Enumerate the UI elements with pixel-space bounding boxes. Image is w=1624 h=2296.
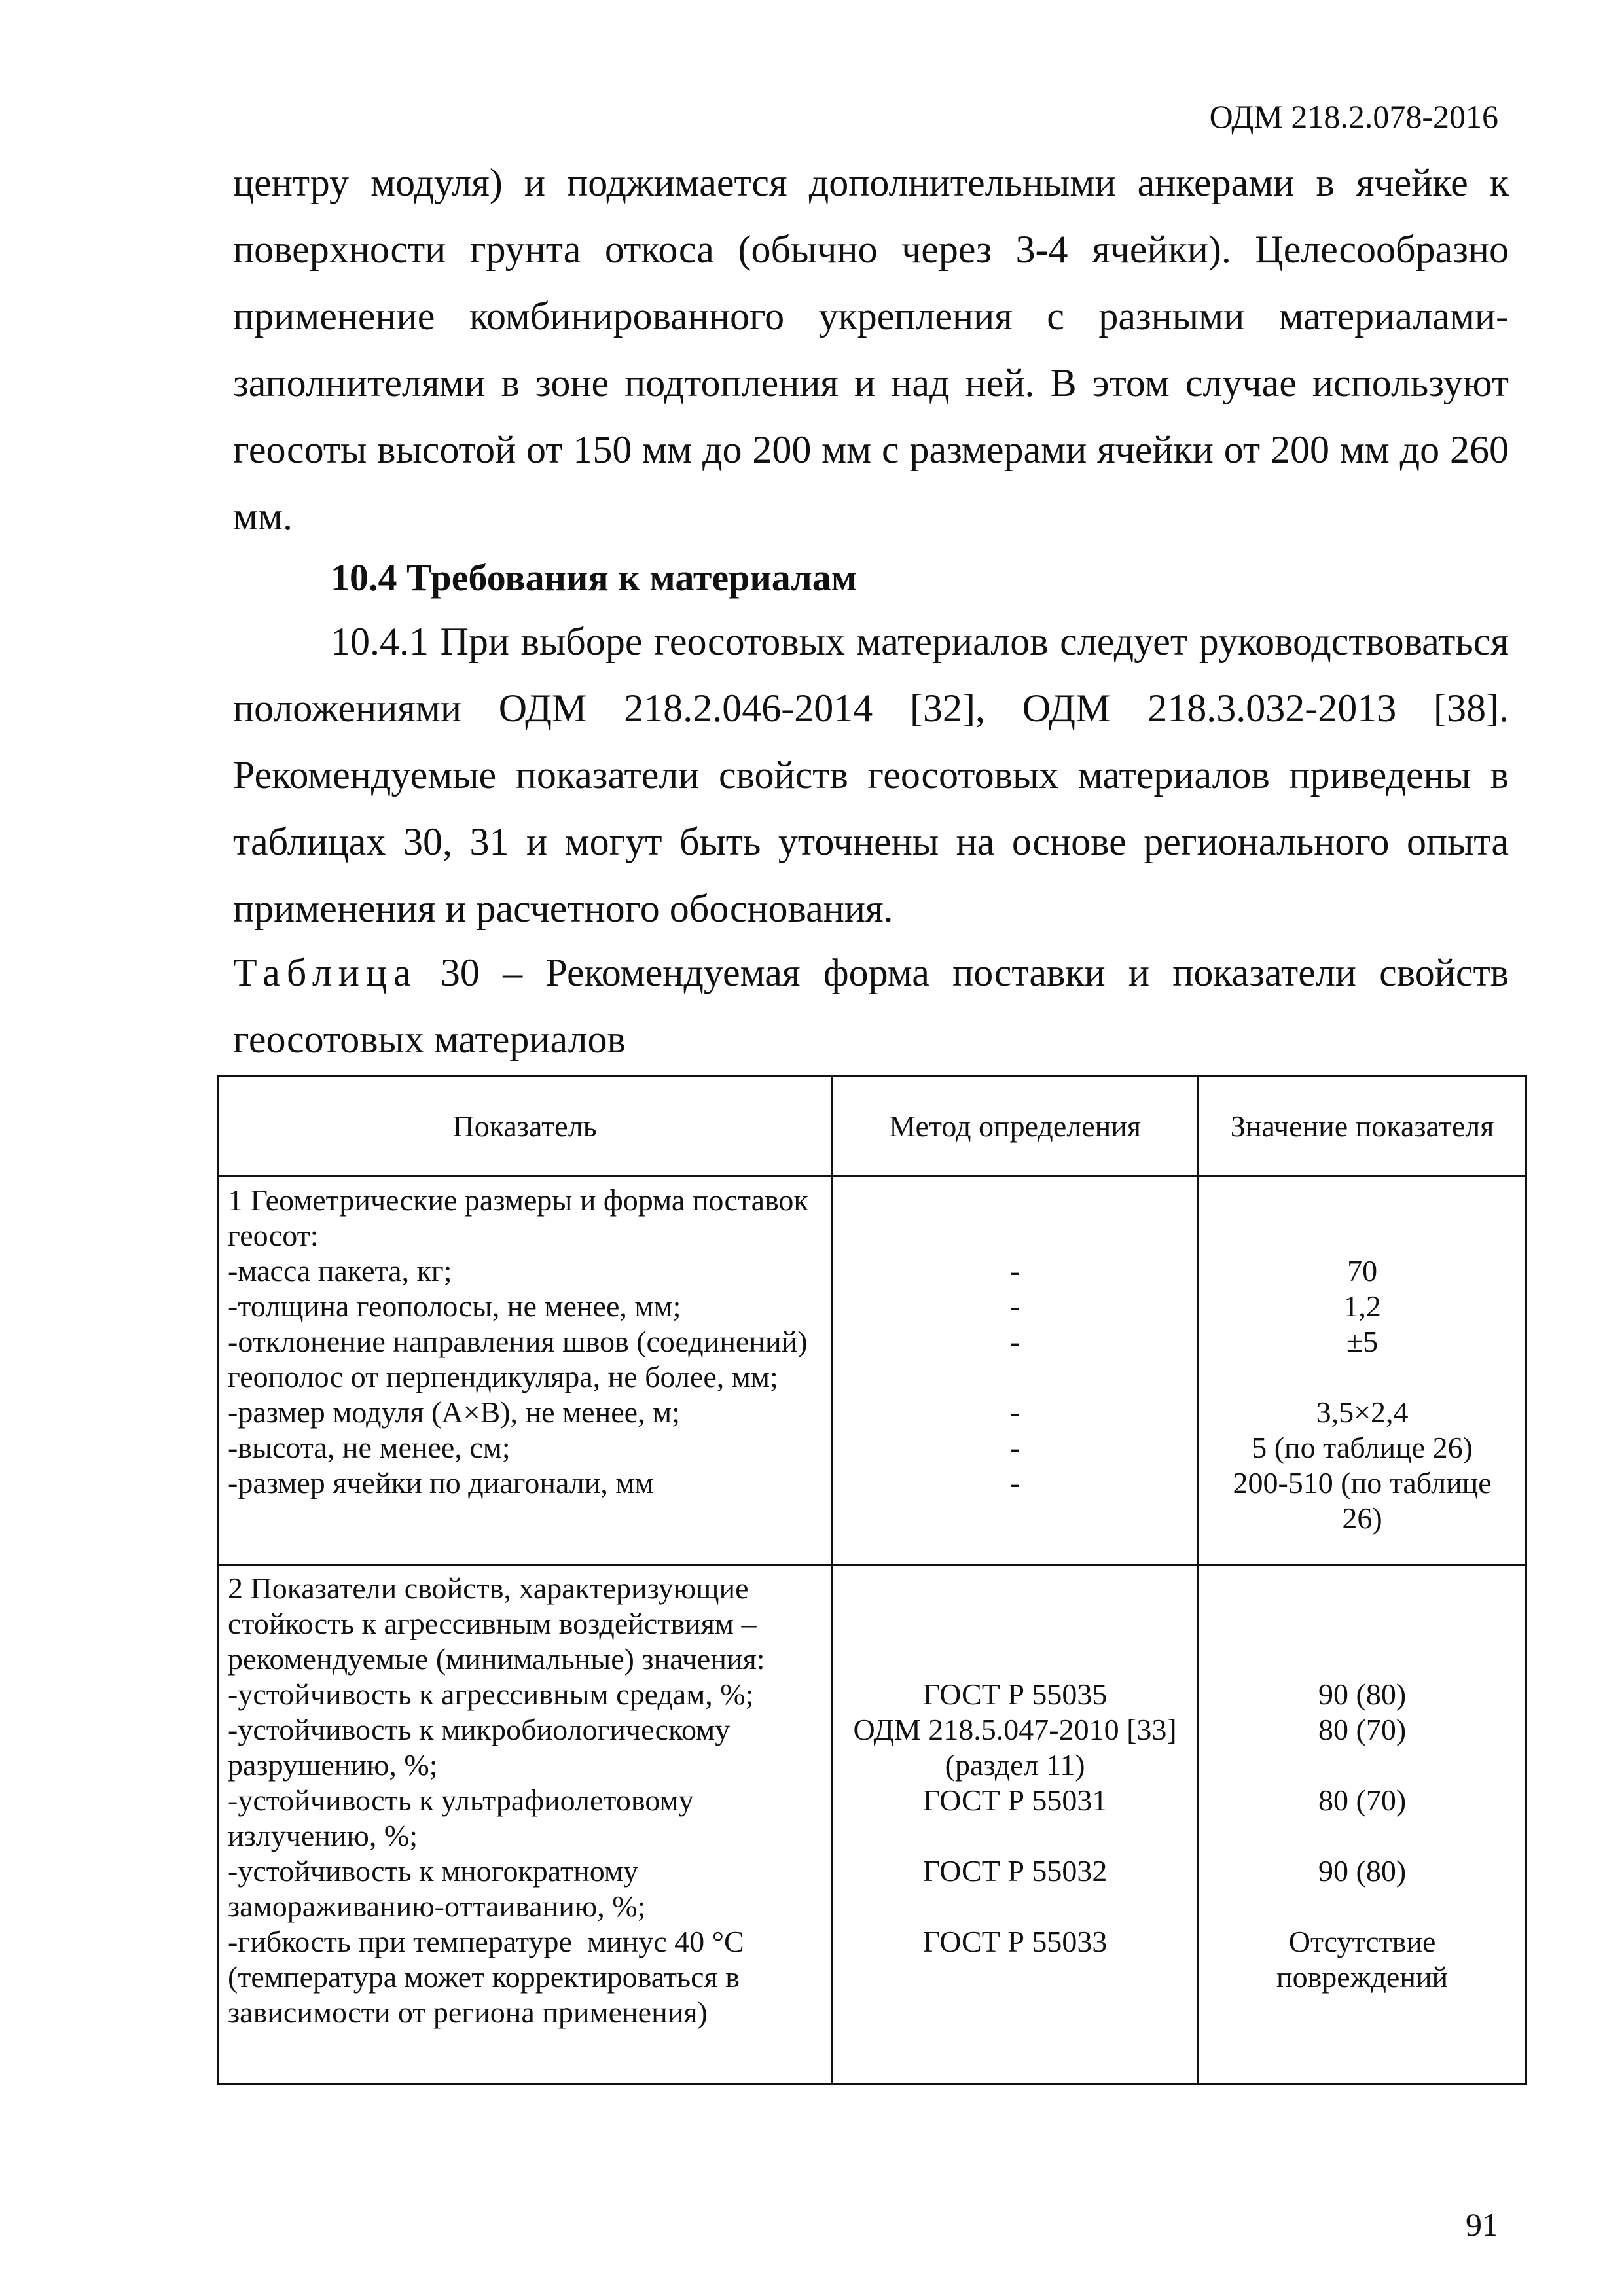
row1-method-lines bbox=[842, 1177, 1188, 1506]
cell-line bbox=[842, 1960, 1188, 1995]
cell-line bbox=[1208, 1359, 1516, 1395]
row1-method-cell bbox=[832, 1177, 1199, 1565]
table-caption-text: 30 – Рекомендуемая форма поставки и показатели свойств геосотовых материалов bbox=[233, 951, 1509, 1061]
header-value: Значение показателя bbox=[1199, 1077, 1526, 1177]
cell-line: разрушению, %; bbox=[228, 1748, 438, 1782]
cell-line: зависимости от региона применения) bbox=[228, 1996, 708, 2029]
cell-line: 200-510 (по таблице bbox=[1233, 1466, 1492, 1499]
cell-line: повреждений bbox=[1276, 1960, 1449, 1994]
cell-line: -устойчивость к микробиологическому bbox=[228, 1713, 731, 1746]
cell-line bbox=[842, 1606, 1188, 1641]
cell-line bbox=[842, 1818, 1188, 1854]
cell-line: -размер модуля (А×В), не менее, м; bbox=[228, 1395, 680, 1429]
cell-line: -отклонение направления швов (соединений) bbox=[228, 1325, 808, 1358]
table-header-row bbox=[218, 1077, 1526, 1177]
cell-line: рекомендуемые (минимальные) значения: bbox=[228, 1642, 765, 1676]
row1-indicator-cell bbox=[218, 1177, 832, 1565]
cell-line: Отсутствие bbox=[1288, 1925, 1436, 1958]
cell-line: - bbox=[1009, 1325, 1020, 1358]
cell-line: - bbox=[1009, 1431, 1020, 1464]
cell-line bbox=[1208, 1889, 1516, 1924]
cell-line bbox=[1208, 1748, 1516, 1783]
cell-line: излучению, %; bbox=[228, 1819, 418, 1852]
cell-line: -устойчивость к агрессивным средам, %; bbox=[228, 1677, 754, 1711]
row1-value-lines bbox=[1208, 1177, 1516, 1541]
cell-line: -толщина геополосы, не менее, мм; bbox=[228, 1289, 681, 1323]
row2-method-cell bbox=[832, 1565, 1199, 2084]
cell-line bbox=[1208, 1218, 1516, 1253]
row2-method-lines bbox=[842, 1566, 1188, 2036]
cell-line: 80 (70) bbox=[1318, 1784, 1407, 1817]
table-caption bbox=[233, 939, 1509, 1073]
section-heading: 10.4 Требования к материалам bbox=[331, 556, 857, 599]
table-row bbox=[218, 1565, 1526, 2084]
cell-line: - bbox=[1009, 1289, 1020, 1323]
cell-line: 80 (70) bbox=[1318, 1713, 1407, 1746]
cell-line: ГОСТ Р 55032 bbox=[922, 1854, 1108, 1888]
cell-line bbox=[842, 1359, 1188, 1395]
table-caption-label: Таблица bbox=[233, 951, 418, 994]
row2-value-cell bbox=[1199, 1565, 1526, 2084]
cell-line: ГОСТ Р 55031 bbox=[922, 1784, 1108, 1817]
header-method: Метод определения bbox=[832, 1077, 1199, 1177]
table-row bbox=[218, 1177, 1526, 1565]
cell-line: ГОСТ Р 55033 bbox=[922, 1925, 1108, 1958]
cell-line: геосот: bbox=[228, 1219, 319, 1252]
cell-line bbox=[1208, 1606, 1516, 1641]
cell-line bbox=[842, 1995, 1188, 2030]
cell-line: -гибкость при температуре минус 40 °С bbox=[228, 1925, 744, 1958]
cell-line: - bbox=[1009, 1254, 1020, 1287]
cell-line bbox=[1208, 1995, 1516, 2030]
cell-line: 26) bbox=[1342, 1501, 1382, 1535]
cell-line: 3,5×2,4 bbox=[1316, 1395, 1409, 1429]
cell-line: 1,2 bbox=[1343, 1289, 1381, 1323]
cell-line bbox=[1208, 1641, 1516, 1677]
row2-indicator-lines bbox=[228, 1566, 821, 2036]
cell-line bbox=[842, 1183, 1188, 1218]
cell-line: - bbox=[1009, 1395, 1020, 1429]
cell-line: -масса пакета, кг; bbox=[228, 1254, 452, 1287]
cell-line: (раздел 11) bbox=[945, 1748, 1085, 1782]
cell-line bbox=[842, 1218, 1188, 1253]
cell-line: -устойчивость к ультрафиолетовому bbox=[228, 1784, 694, 1817]
cell-line: замораживанию-оттаиванию, %; bbox=[228, 1890, 646, 1923]
page-number: 91 bbox=[1466, 2206, 1498, 2243]
cell-line: ±5 bbox=[1346, 1325, 1379, 1358]
cell-line bbox=[1208, 1818, 1516, 1854]
cell-line: 90 (80) bbox=[1318, 1854, 1407, 1888]
cell-line: геополос от перпендикуляра, не более, мм; bbox=[228, 1360, 778, 1393]
cell-line: -размер ячейки по диагонали, мм bbox=[228, 1466, 654, 1499]
header-indicator: Показатель bbox=[218, 1077, 832, 1177]
cell-line bbox=[1208, 1571, 1516, 1606]
cell-line: 5 (по таблице 26) bbox=[1252, 1431, 1473, 1464]
row2-indicator-cell bbox=[218, 1565, 832, 2084]
cell-line: 90 (80) bbox=[1318, 1677, 1407, 1711]
paragraph-10-4-1: 10.4.1 При выборе геосотовых материалов следует руководствоваться положениями ОДМ 218.2.046-2014 [32], ОДМ 218.3.032-2013 [38]. Рекомендуемые показатели свойств геосотовых материалов приведены в таблицах 30, 31 и могут быть уточнены на основе регионального опыта применения и расчетного обоснования. bbox=[233, 620, 1509, 930]
cell-line: 2 Показатели свойств, характеризующие bbox=[228, 1571, 749, 1605]
row2-value-lines bbox=[1208, 1566, 1516, 2036]
cell-line: ОДМ 218.5.047-2010 [33] bbox=[853, 1713, 1177, 1746]
cell-line: ГОСТ Р 55035 bbox=[922, 1677, 1108, 1711]
document-code-header: ОДМ 218.2.078-2016 bbox=[1209, 98, 1498, 135]
cell-line: стойкость к агрессивным воздействиям – bbox=[228, 1607, 757, 1640]
cell-line: 1 Геометрические размеры и форма поставок bbox=[228, 1183, 808, 1217]
row1-indicator-lines bbox=[228, 1177, 821, 1506]
paragraph-continuation: центру модуля) и поджимается дополнительными анкерами в ячейке к поверхности грунта откоса (обычно через 3-4 ячейки). Целесообразно применение комбинированного укрепления с разными материалами-заполнителями в зоне подтопления и над ней. В этом случае используют геосоты высотой от 150 мм до 200 мм с размерами ячейки от 200 мм до 260 мм. bbox=[233, 161, 1509, 538]
cell-line: -высота, не менее, см; bbox=[228, 1431, 511, 1464]
cell-line: - bbox=[1009, 1466, 1020, 1499]
cell-line bbox=[842, 1641, 1188, 1677]
row1-value-cell bbox=[1199, 1177, 1526, 1565]
cell-line bbox=[1208, 1183, 1516, 1218]
cell-line: 70 bbox=[1347, 1254, 1378, 1287]
cell-line bbox=[842, 1889, 1188, 1924]
properties-table bbox=[217, 1075, 1527, 2085]
cell-line: (температура может корректироваться в bbox=[228, 1960, 740, 1994]
cell-line: -устойчивость к многократному bbox=[228, 1854, 638, 1888]
cell-line bbox=[842, 1571, 1188, 1606]
